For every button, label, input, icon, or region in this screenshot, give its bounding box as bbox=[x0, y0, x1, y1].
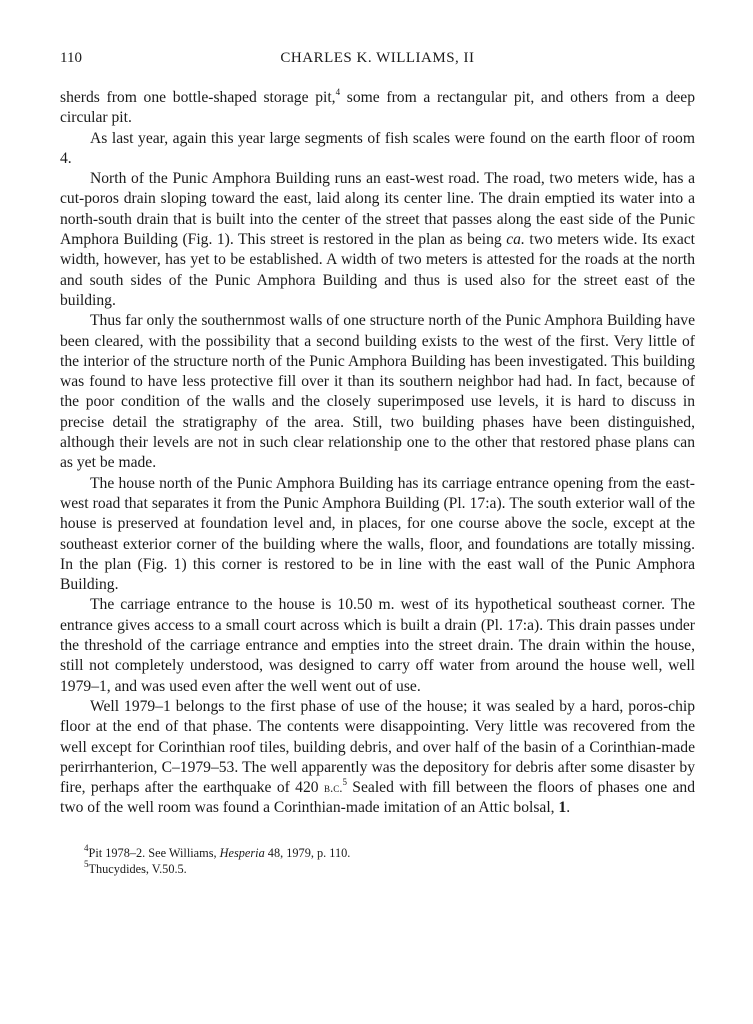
paragraph bbox=[60, 595, 695, 696]
paragraph bbox=[60, 129, 695, 170]
text-run: ca. bbox=[506, 231, 525, 249]
paragraph bbox=[60, 311, 695, 473]
text-run: The house north of the Punic Amphora Building has its carriage entrance opening from the east-west road that separates it from the Punic Amphora Building (Pl. 17:a). The south exterior wall of the house is preserved at foundation level and, in places, for one course above the socle, except at the southeast exterior corner of the building where the walls, floor, and foundations are totally missing. In the plan (Fig. 1) this corner is restored to be in line with the east wall of the Punic Amphora Building. bbox=[60, 474, 695, 594]
running-head: CHARLES K. WILLIAMS, II bbox=[280, 50, 475, 66]
text-run: The carriage entrance to the house is 10.50 m. west of its hypothetical southeast corner. The entrance gives access to a small court across which is built a drain (Pl. 17:a). This drain passes under the threshold of the carriage entrance and empties into the street drain. The drain within the house, still not completely understood, was designed to carry off water from around the house well, well 1979–1, and was used even after the well went out of use. bbox=[60, 596, 695, 695]
text-run: Well 1979–1 belongs to the first phase of use of the house; it was sealed by a hard, poros-chip floor at the end of that phase. The contents were disappointing. Very little was recovered from the well except for Corinthian roof tiles, building debris, and over half of the basin of a Corinthian-made perirrhanterion, C–1979–53. The well apparently was the depository for debris after some disaster by fire, perhaps after the earthquake of 420 bbox=[60, 697, 695, 797]
text-run: some from a rectangular pit, and others from a deep circular pit. bbox=[60, 89, 696, 127]
text-run: Thucydides, V.50.5. bbox=[88, 861, 187, 876]
text-run: As last year, again this year large segments of fish scales were found on the earth floor of room 4. bbox=[60, 129, 695, 167]
footnote-ref: 5 bbox=[84, 858, 89, 869]
text-run: sherds from one bottle-shaped storage pit, bbox=[60, 89, 336, 106]
footnotes bbox=[60, 842, 695, 877]
footnote-4 bbox=[84, 842, 695, 861]
paragraph bbox=[60, 88, 695, 129]
text-run: North of the Punic Amphora Building runs an east-west road. The road, two meters wide, has a cut-poros drain sloping toward the east, laid along its center line. The drain emptied its water into a north-south drain that is built into the center of the street that passes along the east side of the Punic Amphora Building (Fig. 1). This street is restored in the plan as being bbox=[60, 170, 695, 249]
text-run: 48, 1979, p. 110. bbox=[264, 845, 351, 860]
text-run: Pit 1978–2. See Williams, bbox=[88, 845, 220, 860]
footnote-ref: 4 bbox=[84, 842, 89, 853]
page-header bbox=[60, 50, 695, 76]
text-run: Thus far only the southernmost walls of one structure north of the Punic Amphora Building have been cleared, with the possibility that a second building exists to the west of the first. Very little of the interior of the structure north of the Punic Amphora Building has been investigated. This building was found to have less protective fill over it than its southern neighbor had had. In fact, because of the poor condition of the walls and the closely superimposed use levels, it is hard to discuss in precise detail the stratigraphy of the area. Still, two building phases have been distinguished, although their levels are not in such clear relationship one to the other that restored phase plans can as yet be made. bbox=[60, 312, 695, 472]
text-run: . bbox=[566, 799, 571, 817]
text-run: Hesperia bbox=[219, 845, 265, 860]
footnote-ref: 4 bbox=[335, 86, 341, 97]
paragraph bbox=[60, 697, 695, 819]
document-page bbox=[60, 50, 695, 877]
text-run: b.c. bbox=[323, 780, 343, 796]
text-run: Sealed with fill between the floors of phases one and two of the well room was found a Corinthian-made imitation of an Attic bolsal, bbox=[60, 779, 695, 817]
paragraph bbox=[60, 169, 695, 311]
text-run: two meters wide. Its exact width, however, has yet to be established. A width of two meters is attested for the roads at the north and south sides of the Punic Amphora Building and thus is used also for the street east of the building. bbox=[60, 231, 695, 309]
footnote-ref: 5 bbox=[342, 776, 347, 787]
page-number: 110 bbox=[60, 50, 82, 66]
footnote-5 bbox=[84, 858, 695, 877]
paragraph bbox=[60, 474, 695, 596]
body-text bbox=[60, 88, 695, 819]
text-run: 1 bbox=[558, 799, 567, 817]
